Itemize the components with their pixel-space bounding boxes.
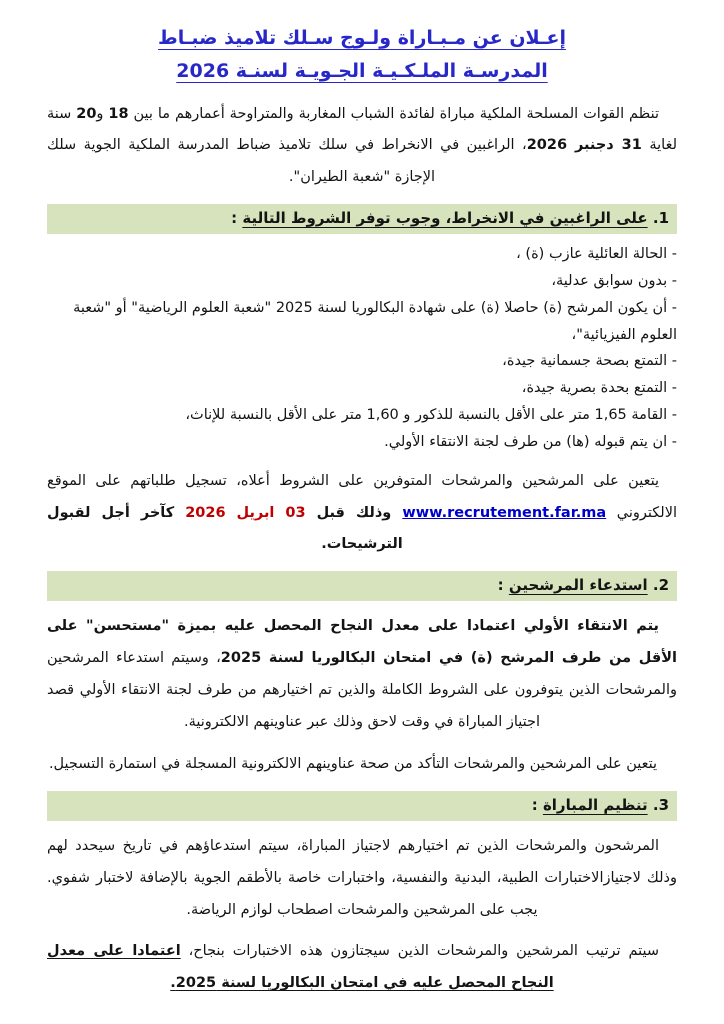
text-segment: يتعين على المرشحين والمرشحات التأكد من صحة عناوينهم الالكترونية المسجلة في استمارة التسجيل. — [48, 755, 658, 772]
requirement-item: - التمتع بصحة جسمانية جيدة، — [502, 353, 677, 370]
requirement-item: - بدون سوابق عدلية، — [551, 272, 677, 289]
text-segment: استدعاء المرشحين — [508, 576, 648, 595]
text-segment: : — [231, 209, 243, 228]
page-title — [47, 22, 677, 89]
text-segment: سيتم ترتيب المرشحين والمرشحات الذين سيجتازون هذه الاختبارات بنجاح، — [180, 943, 659, 960]
text-segment: تنظم القوات المسلحة الملكية مباراة لفائدة الشباب المغاربة والمتراوحة أعمارهم ما بين — [128, 105, 659, 122]
text-segment: : — [531, 795, 543, 814]
requirement-item: - الحالة العائلية عازب (ة) ، — [516, 246, 677, 263]
requirements-list — [47, 241, 677, 456]
text-segment: تنظيم المباراة — [542, 795, 648, 814]
text-segment: كآخر أجل لقبول الترشيحات. — [47, 504, 403, 553]
text-segment: على الراغبين في الانخراط، وجوب توفر الشروط التالية — [242, 209, 648, 228]
text-segment: : — [497, 576, 509, 595]
registration-paragraph — [47, 466, 677, 562]
section-3-heading — [47, 791, 677, 821]
text-segment: 3. — [647, 795, 669, 814]
text-segment: 31 دجنبر 2026 — [526, 137, 642, 154]
text-segment: اعتمادا على معدل النجاح المحصل عليه في امتحان البكالوريا لسنة 2025. — [47, 943, 554, 992]
text-segment: و — [96, 105, 109, 122]
requirement-item: - ان يتم قبوله (ها) من طرف لجنة الانتقاء الأولي. — [384, 433, 677, 450]
text-segment: 18 — [108, 105, 129, 122]
text-segment: ، وسيتم استدعاء المرشحين والمرشحات الذين يتوفرون على الشروط الكاملة والذين تم اختيارهم من طرف لجنة الانتقاء الأولي قصد اجتياز المباراة في وقت لاحق وذلك عبر عناوينهم الالكترونية. — [47, 650, 677, 731]
page-title-line-2: المدرسـة الملـكـيـة الجـويـة لسنـة 2026 — [176, 60, 548, 83]
text-segment: يتم الانتقاء الأولي اعتمادا على معدل النجاح المحصل عليه بميزة "مستحسن" على الأقل من طرف المرشح (ة) في امتحان البكالوريا لسنة 2025 — [47, 618, 677, 667]
intro-paragraph — [47, 99, 677, 195]
section-1-heading — [47, 204, 677, 234]
requirement-item: - القامة 1,65 متر على الأقل بالنسبة للذكور و 1,60 متر على الأقل بالنسبة للإناث، — [185, 407, 677, 424]
ranking-paragraph — [47, 936, 677, 1000]
verify-paragraph — [47, 749, 677, 781]
text-segment: 2. — [647, 576, 669, 595]
text-segment: وذلك قبل — [305, 504, 403, 521]
selection-paragraph — [47, 611, 677, 739]
website-link[interactable]: www.recrutement.far.ma — [402, 504, 607, 521]
requirement-item: - التمتع بحدة بصرية جيدة، — [521, 380, 677, 397]
section-2-heading — [47, 571, 677, 601]
text-segment: يتعين على المرشحين والمرشحات المتوفرين على الشروط أعلاه، تسجيل طلباتهم على الموقع الالكتروني — [47, 472, 677, 521]
text-segment: 1. — [647, 209, 669, 228]
deadline-date: 03 ابريل 2026 — [185, 504, 306, 521]
text-segment: ، الراغبين في الانخراط في سلك تلاميذ ضباط المدرسة الملكية الجوية سلك الإجازة "شعبة الطيران". — [47, 137, 527, 186]
text-segment: المرشحون والمرشحات الذين تم اختيارهم لاجتياز المباراة، سيتم استدعاؤهم في تاريخ سيحدد لهم وذلك لاجتيازالاختبارات الطبية، البدنية والنفسية، واختبارات خاصة بالأطقم الجوية بالإضافة لاختبار شفوي. يجب على المرشحين والمرشحات اصطحاب لوازم الرياضة. — [47, 837, 677, 918]
organization-paragraph — [47, 831, 677, 927]
requirement-item: - أن يكون المرشح (ة) حاصلا (ة) على شهادة البكالوريا لسنة 2025 "شعبة العلوم الرياضية" أو "شعبة العلوم الفيزيائية"، — [73, 299, 677, 343]
text-segment: 20 — [76, 105, 97, 122]
page-title-line-1: إعـلان عن مـبـاراة ولـوج سـلك تلاميذ ضبـاط — [158, 27, 566, 49]
text-segment: سنة لغاية — [47, 105, 677, 154]
